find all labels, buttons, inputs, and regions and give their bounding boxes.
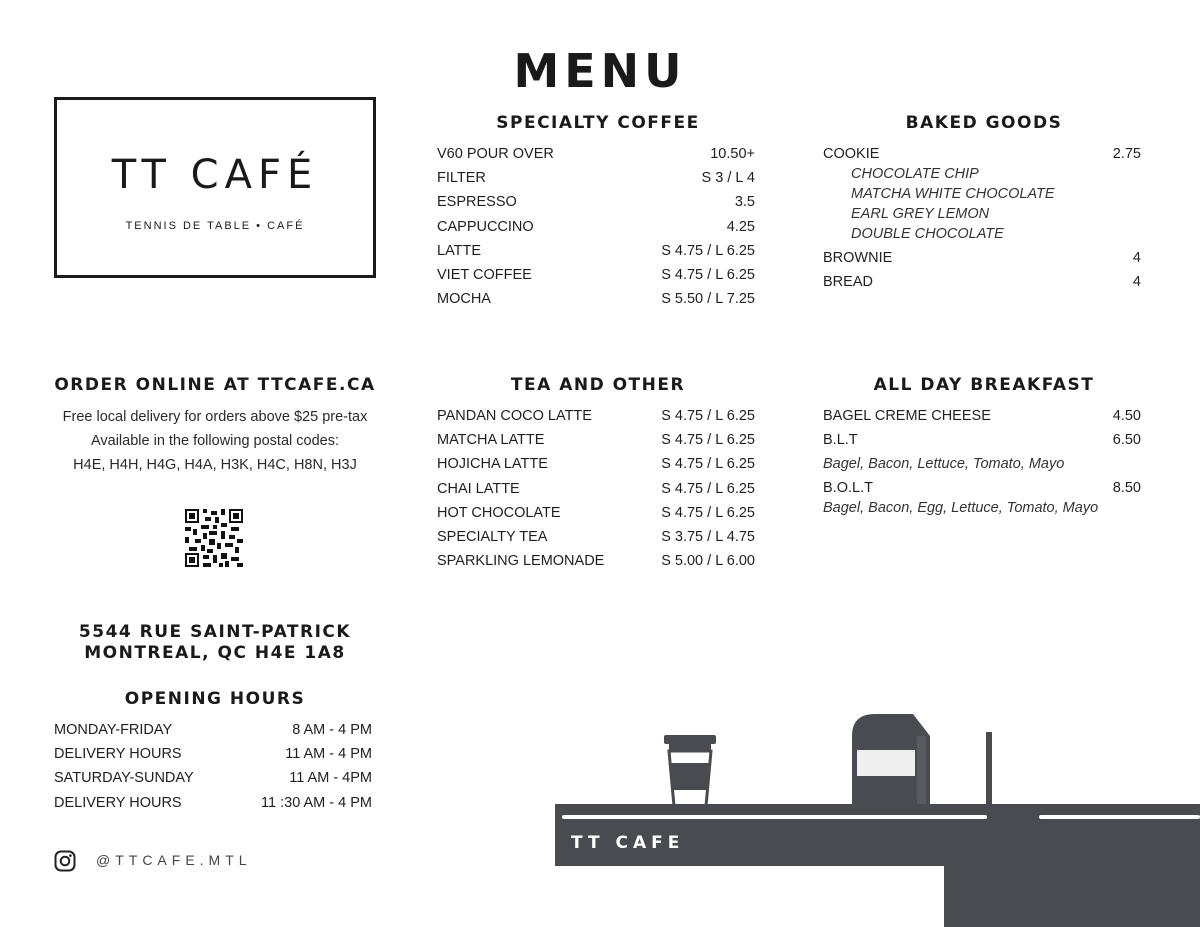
list-item [437,454,755,478]
instagram-icon[interactable] [54,850,76,872]
item-price: 10.50+ [710,146,755,162]
item-description: Bagel, Bacon, Lettuce, Tomato, Mayo [823,456,1065,473]
tea-and-other-heading: TEA AND OTHER [510,375,686,395]
list-item [437,527,755,551]
baked-goods-list [823,144,1141,296]
cookie-flavor: EARL GREY LEMON [851,206,990,222]
item-name: MATCHA LATTE [437,432,545,449]
item-name: B.O.L.T [823,480,873,497]
tea-and-other-list [437,406,755,575]
item-name: FILTER [437,170,486,187]
menu-title: MENU [513,44,687,98]
delivery-note: Free local delivery for orders above $25 pre-tax [62,409,368,425]
item-price: S 4.75 / L 6.25 [661,266,755,283]
list-item [437,241,755,265]
logo-tagline: TENNIS DE TABLE • CAFÉ [125,220,305,232]
item-price: S 5.50 / L 7.25 [661,291,755,308]
address [40,622,390,664]
instagram-handle[interactable]: @TTCAFE.MTL [96,852,252,868]
all-day-breakfast-list [823,406,1141,518]
item-name: CAPPUCCINO [437,218,534,235]
item-price: S 4.75 / L 6.25 [661,456,755,473]
cookie-flavor: MATCHA WHITE CHOCOLATE [851,186,1055,202]
item-price: 4.50 [1112,408,1141,424]
order-online-info [40,405,390,477]
item-price: 4.25 [726,218,755,235]
list-item [437,217,755,241]
item-price: S 5.00 / L 6.00 [661,553,755,570]
item-name: PANDAN COCO LATTE [437,408,592,424]
item-name: LATTE [437,242,482,259]
address-street: 5544 RUE SAINT-PATRICK [78,622,352,642]
specialty-coffee-heading: SPECIALTY COFFEE [496,113,700,133]
list-item [823,272,1141,296]
hours-time: 11 :30 AM - 4 PM [261,794,372,811]
postal-codes: H4E, H4H, H4G, H4A, H3K, H4C, H8N, H3J [73,457,357,473]
list-item [823,406,1141,430]
item-price: 4 [1132,274,1141,291]
opening-hours-list [54,720,372,817]
counter-label: TT CAFE [571,833,685,853]
item-price: 8.50 [1112,480,1141,497]
item-name: CHAI LATTE [437,480,520,497]
item-price: S 3.75 / L 4.75 [661,528,755,545]
hours-day: DELIVERY HOURS [54,746,182,763]
item-name: BAGEL CREME CHEESE [823,408,991,424]
list-item [437,503,755,527]
cafe-counter-illustration [555,708,1200,927]
opening-hours-heading: OPENING HOURS [124,689,306,709]
list-item [437,289,755,313]
item-price: S 4.75 / L 6.25 [661,242,755,259]
hours-day: MONDAY-FRIDAY [54,722,173,738]
specialty-coffee-list [437,144,755,313]
list-item [823,248,1141,272]
item-price: 2.75 [1112,146,1141,162]
qr-code-icon[interactable] [185,509,243,567]
item-price: 4 [1132,250,1141,266]
cookie-flavor: CHOCOLATE CHIP [851,166,979,182]
item-price: 6.50 [1112,432,1141,449]
order-online-heading: ORDER ONLINE AT TTCAFE.CA [54,375,376,395]
item-description: Bagel, Bacon, Egg, Lettuce, Tomato, Mayo [823,500,1099,517]
all-day-breakfast-heading: ALL DAY BREAKFAST [873,375,1095,395]
hours-row [54,720,372,744]
list-item [823,144,1141,164]
item-price: S 4.75 / L 6.25 [661,408,755,424]
item-price: S 3 / L 4 [701,170,755,187]
list-item [437,192,755,216]
item-name: BREAD [823,274,873,291]
coffee-cup-icon [664,735,716,806]
hours-row [54,744,372,768]
coffee-bag-icon [852,714,930,806]
item-price: 3.5 [734,194,755,211]
item-price: S 4.75 / L 6.25 [661,432,755,449]
baked-goods-heading: BAKED GOODS [905,113,1063,133]
item-name: SPECIALTY TEA [437,528,548,545]
item-name: SPARKLING LEMONADE [437,553,605,570]
item-name: HOT CHOCOLATE [437,504,561,521]
list-item [437,479,755,503]
item-name: HOJICHA LATTE [437,456,548,473]
list-item [437,551,755,575]
item-price: S 4.75 / L 6.25 [661,504,755,521]
item-name: MOCHA [437,291,491,308]
logo-name: TT CAFÉ [111,152,319,198]
item-name: V60 POUR OVER [437,146,554,162]
item-name: B.L.T [823,432,858,449]
list-item [823,478,1141,498]
address-city: MONTREAL, QC H4E 1A8 [84,643,346,663]
list-item [437,265,755,289]
item-name: ESPRESSO [437,194,517,211]
hours-time: 8 AM - 4 PM [292,722,372,738]
list-item [437,430,755,454]
item-name: COOKIE [823,146,880,162]
item-name: BROWNIE [823,250,893,266]
list-item [437,406,755,430]
logo [54,97,376,278]
hours-time: 11 AM - 4 PM [285,746,372,763]
list-item [437,144,755,168]
hours-row [54,768,372,792]
list-item [823,430,1141,454]
hours-row [54,793,372,817]
item-name: VIET COFFEE [437,266,532,283]
hours-day: SATURDAY-SUNDAY [54,770,194,787]
item-price: S 4.75 / L 6.25 [661,480,755,497]
list-item [437,168,755,192]
hours-day: DELIVERY HOURS [54,794,182,811]
cookie-flavor: DOUBLE CHOCOLATE [851,226,1004,242]
postal-intro: Available in the following postal codes: [90,433,339,449]
hours-time: 11 AM - 4PM [289,770,372,787]
